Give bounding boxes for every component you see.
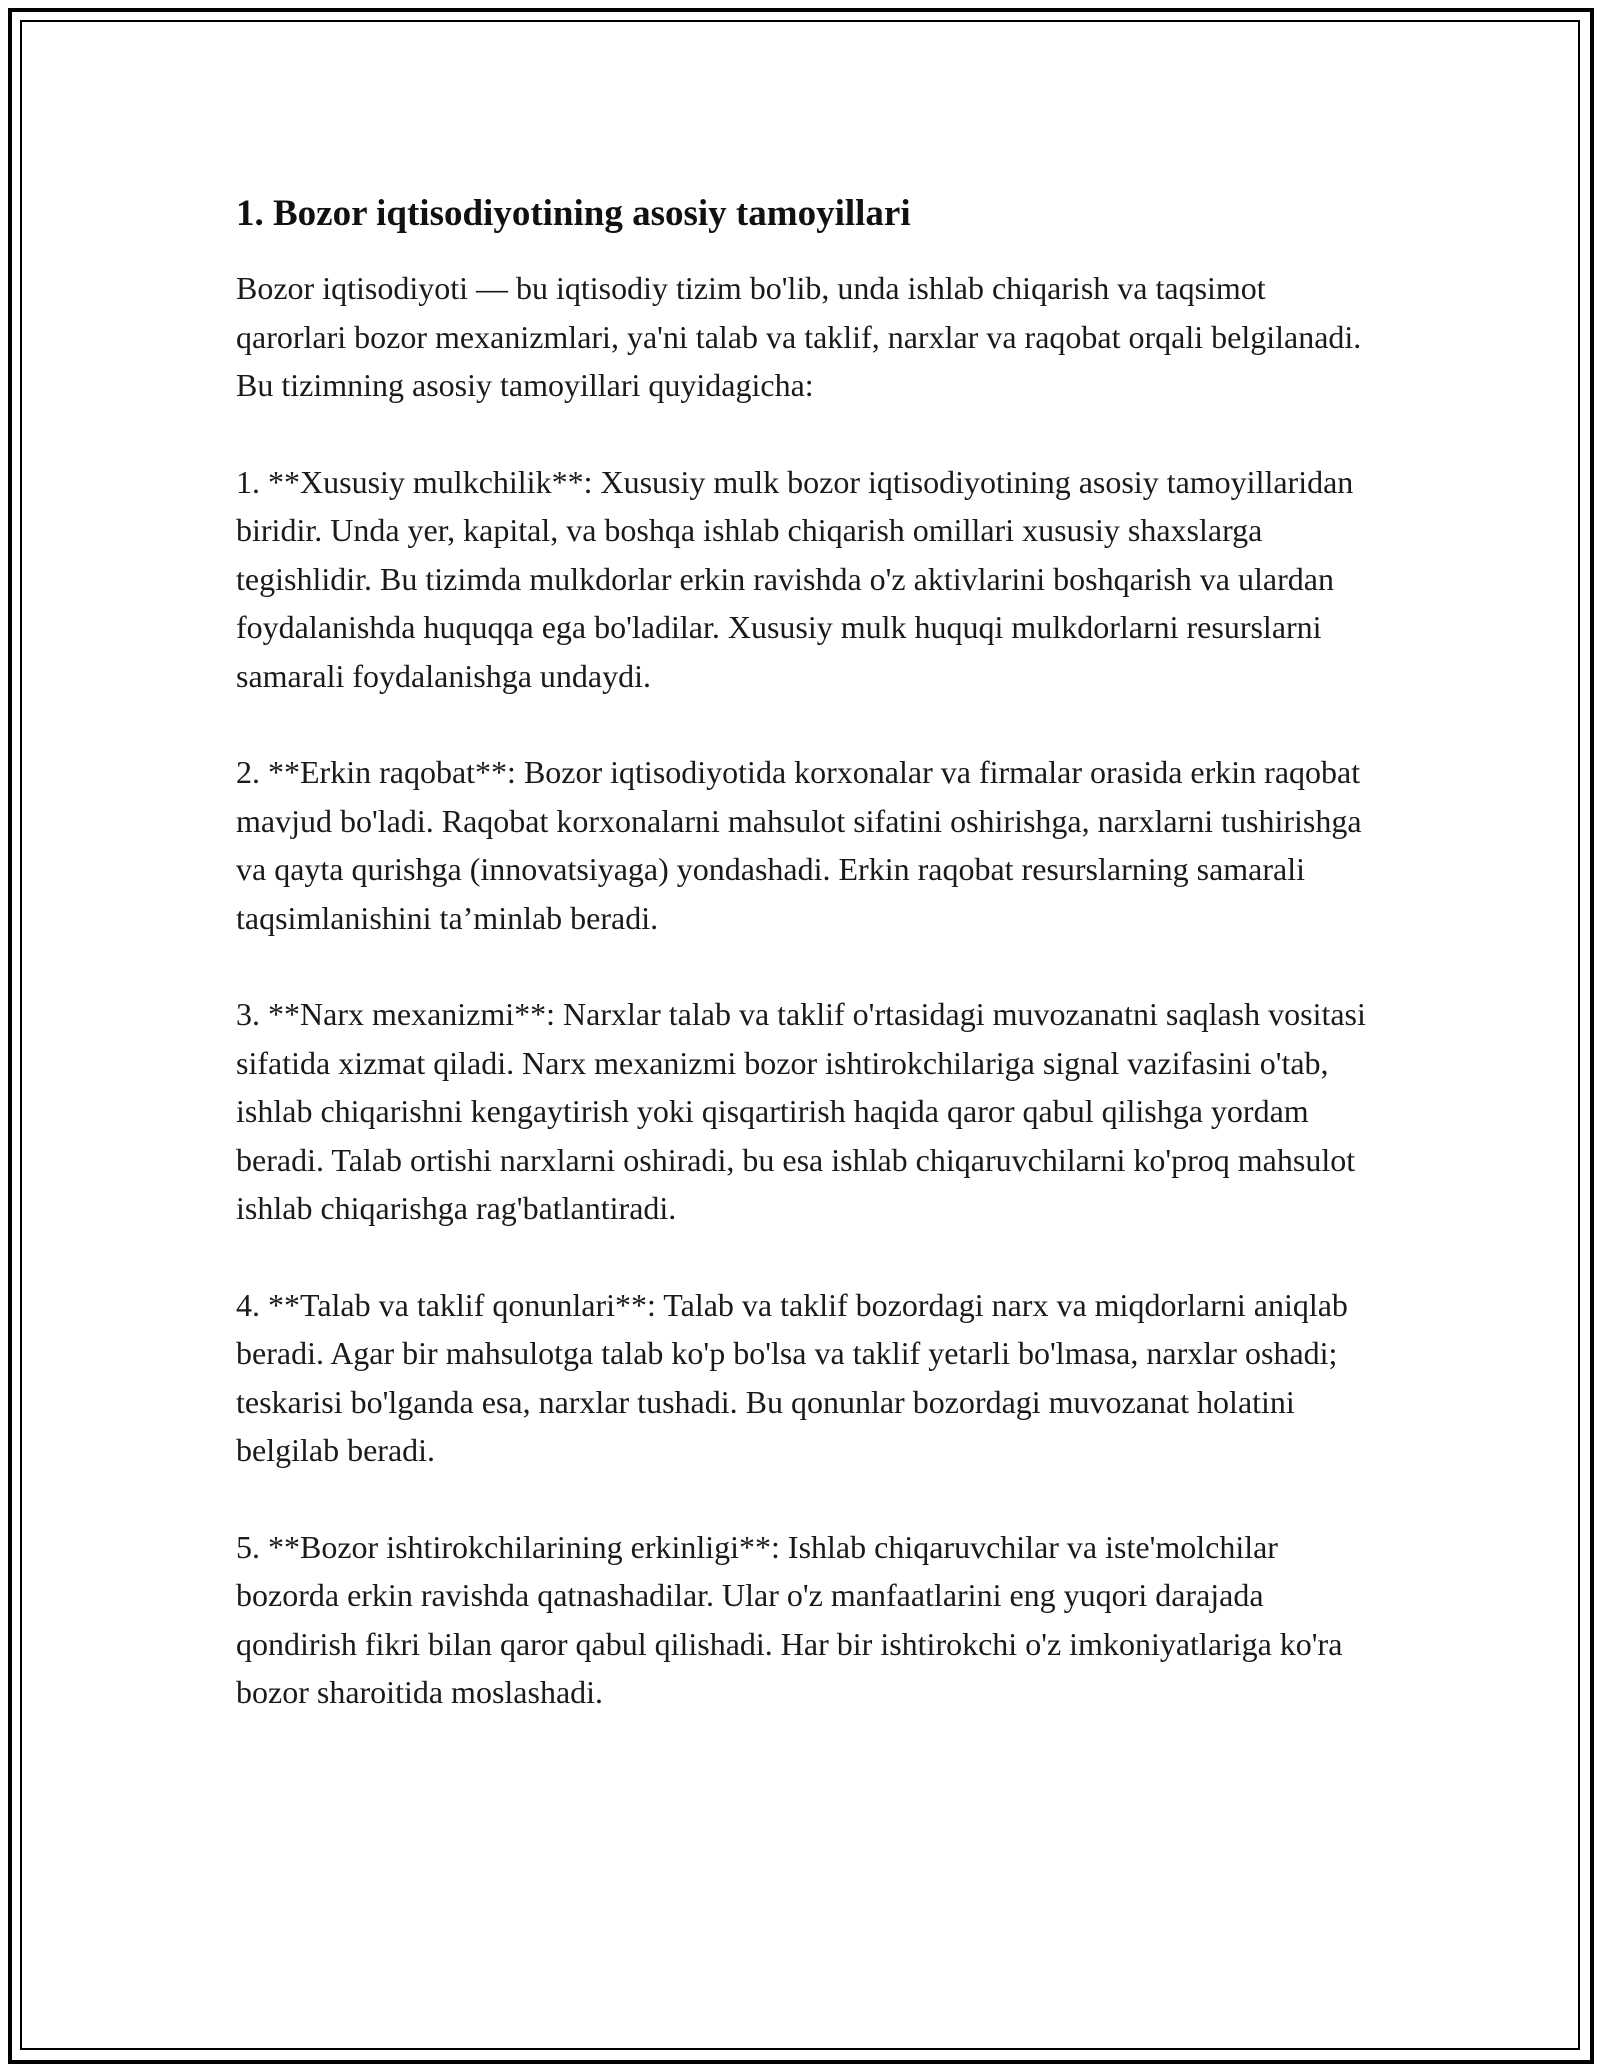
document-body [236,186,1376,1765]
principle-private-property: 1. **Xususiy mulkchilik**: Xususiy mulk bozor iqtisodiyotining asosiy tamoyillaridan biridir. Unda yer, kapital, va boshqa ishlab chiqarish omillari xususiy shaxslarga tegishlidir. Bu tizimda mulkdorlar erkin ravishda o'z aktivlarini boshqarish va ulardan foydalanishda huquqqa ega bo'ladilar. Xususiy mulk huquqi mulkdorlarni resurslarni samarali foydalanishga undaydi. [236,463,1354,694]
principle-participant-freedom: 5. **Bozor ishtirokchilarining erkinligi**: Ishlab chiqaruvchilar va iste'molchilar bozorda erkin ravishda qatnashadilar. Ular o'z manfaatlarini eng yuqori darajada qondirish fikri bilan qaror qabul qilishadi. Har bir ishtirokchi o'z imkoniyatlariga ko'ra bozor sharoitida moslashadi. [236,1528,1343,1710]
section-heading: 1. Bozor iqtisodiyotining asosiy tamoyillari [236,193,911,234]
principle-free-competition: 2. **Erkin raqobat**: Bozor iqtisodiyotida korxonalar va firmalar orasida erkin raqobat mavjud bo'ladi. Raqobat korxonalarni mahsulot sifatini oshirishga, narxlarni tushirishga va qayta qurishga (innovatsiyaga) yondashadi. Erkin raqobat resurslarning samarali taqsimlanishini ta’minlab beradi. [236,754,1362,936]
intro-paragraph: Bozor iqtisodiyoti — bu iqtisodiy tizim bo'lib, unda ishlab chiqarish va taqsimot qarorlari bozor mexanizmlari, ya'ni talab va taklif, narxlar va raqobat orqali belgilanadi. Bu tizimning asosiy tamoyillari quyidagicha: [236,270,1362,403]
principle-price-mechanism: 3. **Narx mexanizmi**: Narxlar talab va taklif o'rtasidagi muvozanatni saqlash vositasi sifatida xizmat qiladi. Narx mexanizmi bozor ishtirokchilariga signal vazifasini o'tab, ishlab chiqarishni kengaytirish yoki qisqartirish haqida qaror qabul qilishga yordam beradi. Talab ortishi narxlarni oshiradi, bu esa ishlab chiqaruvchilarni ko'proq mahsulot ishlab chiqarishga rag'batlantiradi. [236,996,1366,1226]
principle-supply-demand: 4. **Talab va taklif qonunlari**: Talab va taklif bozordagi narx va miqdorlarni aniqlab beradi. Agar bir mahsulotga talab ko'p bo'lsa va taklif yetarli bo'lmasa, narxlar oshadi; teskarisi bo'lganda esa, narxlar tushadi. Bu qonunlar bozordagi muvozanat holatini belgilab beradi. [236,1286,1348,1468]
